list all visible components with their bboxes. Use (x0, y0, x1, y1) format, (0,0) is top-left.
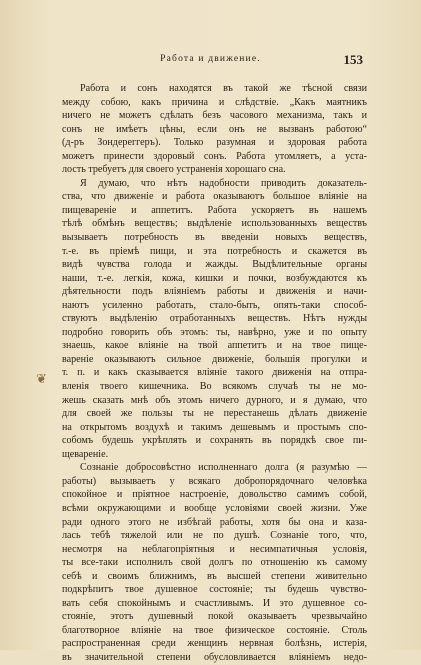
text-line: работы) вызываетъ у всякаго добропорядочнаго человѣка (62, 475, 367, 487)
text-line: благотворное вліяніе на твое физическое состояніе. Столь (62, 624, 367, 636)
text-line: несмотря на неблагопріятныя и несимпатичныя условія, (62, 543, 367, 555)
text-line: лость требуетъ для своего устраненія хорошаго сна. (62, 164, 286, 176)
text-line: вленія твоего кишечника. Во всякомъ случаѣ ты не мо- (62, 381, 367, 393)
text-line: ради одного этого не избѣгай работы, хотя бы она и каза- (62, 516, 367, 528)
text-line: тѣлѣ обмѣнъ веществъ; выдѣленіе использованныхъ веществъ (62, 218, 367, 230)
text-line: Я думаю, что нѣтъ надобности приводить доказатель- (80, 177, 367, 189)
text-line: для своей же пользы ты не перестанешь дѣлать движеніе (62, 408, 367, 420)
text-line: Сознаніе добросовѣстно исполненнаго долга (я разумѣю — (80, 462, 367, 474)
text-line: подкрѣпитъ твое душевное состояніе; ты будешь чувство- (62, 584, 367, 596)
text-line: стояніе, этотъ душевный покой оказываетъ чрезвычайно (62, 611, 367, 623)
text-line: ничего не можетъ сдѣлать безъ часового механизма, такъ и (62, 110, 367, 122)
text-line: жешь сказать мнѣ объ этомъ ничего дурного, и я думаю, что (62, 394, 367, 406)
text-line: сонъ не имѣетъ цѣны, если онъ не вызванъ работою“ (62, 123, 367, 135)
text-line: лась тебѣ тяжелой или не по душѣ. Сознаніе того, что, (62, 530, 367, 542)
text-line: (д-ръ Зондереггеръ). Только разумная и здоровая работа (62, 137, 367, 149)
text-line: въ значительной степени обусловливается вліяніемъ недо- (62, 651, 367, 663)
text-line: всѣми окружающими и вообще условіями своей жизни. Уже (62, 502, 367, 514)
text-line: вызываетъ потребность въ введеніи новыхъ веществъ, (62, 232, 367, 244)
text-line: дѣятельности подъ вліяніемъ работы и движенія и начи- (62, 286, 367, 298)
text-line: подробно говорить объ этомъ: ты, навѣрно, уже и по опыту (62, 326, 367, 338)
text-line: наютъ усиленно работать, стало-быть, опять-таки способ- (62, 299, 367, 311)
page-header (0, 52, 421, 68)
text-line: распространенная среди женщинъ нервная болѣзнь, истерія, (62, 638, 367, 650)
text-line: ты все-таки исполнилъ свой долгъ по отношенію къ самому (62, 557, 367, 569)
page-number: 153 (343, 52, 363, 67)
text-line: можетъ принести здоровый сонъ. Работа утомляетъ, а уста- (62, 150, 367, 162)
text-line: Работа и сонъ находятся въ такой же тѣсной связи (80, 83, 367, 94)
text-line: т.-е. въ пріемѣ пищи, и эта потребность и скажется въ (62, 245, 367, 257)
text-line: щевареніе. (62, 448, 109, 460)
margin-mark-icon: ❦ (36, 371, 47, 386)
text-line: пищевареніе и аппетитъ. Работа ускоряетъ въ нашемъ (62, 204, 367, 216)
text-line: между собою, какъ причина и слѣдствіе. „Какъ маятникъ (62, 96, 367, 108)
text-line: видѣ чувства голода и жажды. Выдѣлительные органы (62, 259, 367, 271)
text-line: наши, т.-е. легкія, кожа, кишки и почки, возбуждаются къ (62, 272, 367, 284)
text-line: т. п. и какъ сказывается вліяніе такого движенія на отпра- (62, 367, 367, 379)
text-line: собомъ будешь укрѣплять и сохранять въ порядкѣ свое пи- (62, 435, 367, 447)
body-text (62, 82, 367, 665)
running-title: Работа и движение. (160, 54, 261, 64)
text-line: вареніе оказываютъ сильное движеніе, большія прогулки и (62, 353, 367, 365)
text-line: знаешь, какое вліяніе на твой аппетитъ и на твое пище- (62, 340, 367, 352)
text-line: ствуютъ выдѣленію отработанныхъ веществъ. Нѣтъ нужды (62, 313, 367, 325)
text-line: ства, что движеніе и работа оказываютъ большое вліяніе на (62, 191, 367, 203)
text-line: себѣ и своимъ ближнимъ, въ высшей степени живительно (62, 570, 367, 582)
text-line: спокойное и пріятное настроеніе, довольство самимъ собой, (62, 489, 367, 501)
text-line: на открытомъ воздухѣ и такимъ дешевымъ и простымъ спо- (62, 421, 367, 433)
text-line: вать себя спокойнымъ и счастливымъ. И это душевное со- (62, 597, 367, 609)
